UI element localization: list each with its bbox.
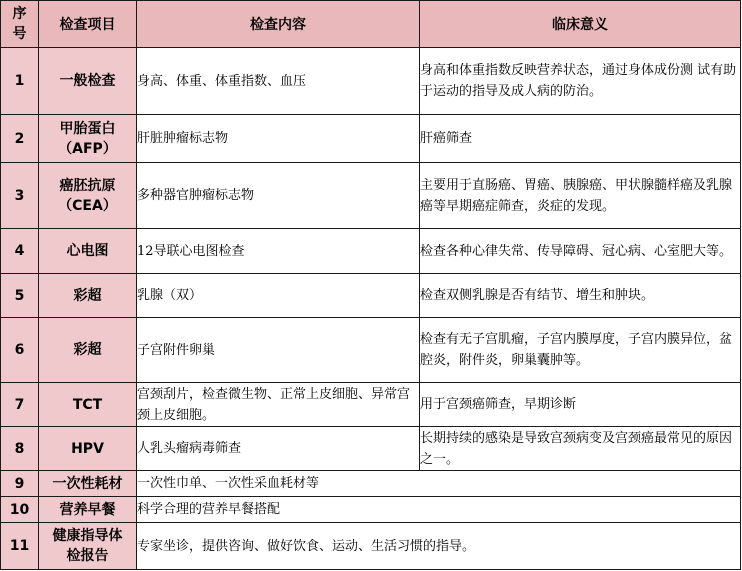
row-item [39, 48, 137, 115]
table-row [1, 48, 741, 115]
header-item: 检查项目 [39, 1, 137, 48]
row-item [39, 471, 137, 497]
row-item-line: 检报告 [66, 548, 109, 564]
table-row [1, 497, 741, 523]
row-content: 子宫附件卵巢 [137, 318, 420, 383]
row-item [39, 163, 137, 229]
row-content: 肝脏肿瘤标志物 [137, 115, 420, 163]
row-content: 宫颈刮片，检查微生物、正常上皮细胞、异常宫颈上皮细胞。 [137, 383, 420, 427]
header-seq-text: 序号 [12, 6, 27, 42]
row-content: 一次性巾单、一次性采血耗材等 [137, 471, 741, 497]
header-seq [1, 1, 39, 48]
row-meaning: 用于宫颈癌筛查，早期诊断 [420, 383, 741, 427]
row-item-line: 甲胎蛋白 [59, 120, 116, 137]
row-item-line: TCT [72, 396, 103, 413]
row-item-line: 一般检查 [59, 73, 116, 89]
row-item-line: 彩超 [73, 287, 102, 304]
row-item [39, 497, 137, 523]
table-row [1, 274, 741, 318]
row-item-line: 心电图 [66, 243, 109, 259]
table-row [1, 427, 741, 471]
row-content: 乳腺（双） [137, 274, 420, 318]
header-meaning: 临床意义 [420, 1, 741, 48]
row-item [39, 229, 137, 274]
row-number: 2 [1, 115, 39, 163]
row-item [39, 383, 137, 427]
row-content: 人乳头瘤病毒筛查 [137, 427, 420, 471]
row-number: 9 [1, 471, 39, 497]
row-number: 11 [1, 523, 39, 570]
row-item-line: HPV [71, 440, 104, 457]
row-item [39, 523, 137, 570]
table-row [1, 229, 741, 274]
row-item [39, 274, 137, 318]
row-content: 科学合理的营养早餐搭配 [137, 497, 741, 523]
row-item-line: 癌胚抗原 [59, 177, 116, 194]
table-row [1, 115, 741, 163]
row-number: 3 [1, 163, 39, 229]
row-content: 专家坐诊，提供咨询、做好饮食、运动、生活习惯的指导。 [137, 523, 741, 570]
row-number: 6 [1, 318, 39, 383]
table-row [1, 163, 741, 229]
table-row [1, 318, 741, 383]
table-row [1, 471, 741, 497]
header-content: 检查内容 [137, 1, 420, 48]
row-item [39, 115, 137, 163]
row-meaning: 肝癌筛查 [420, 115, 741, 163]
row-number: 5 [1, 274, 39, 318]
row-item-line: 健康指导体 [52, 528, 123, 544]
row-item-line: （CEA） [58, 197, 117, 214]
row-number: 8 [1, 427, 39, 471]
row-number: 4 [1, 229, 39, 274]
row-meaning: 长期持续的感染是导致宫颈病变及宫颈癌最常见的原因之一。 [420, 427, 741, 471]
row-number: 1 [1, 48, 39, 115]
row-meaning: 检查各种心律失常、传导障碍、冠心病、心室肥大等。 [420, 229, 741, 274]
row-meaning: 身高和体重指数反映营养状态，通过身体成份测 试有助于运动的指导及成人病的防治。 [420, 48, 741, 115]
row-item-line: （AFP） [58, 140, 117, 157]
row-content: 身高、体重、体重指数、血压 [137, 48, 420, 115]
row-item-line: 一次性耗材 [52, 475, 123, 492]
row-meaning: 检查双侧乳腺是否有结节、增生和肿块。 [420, 274, 741, 318]
row-item [39, 318, 137, 383]
row-item-line: 营养早餐 [59, 501, 116, 518]
row-item [39, 427, 137, 471]
table-row [1, 523, 741, 570]
row-content: 多种器官肿瘤标志物 [137, 163, 420, 229]
row-number: 7 [1, 383, 39, 427]
row-content: 12导联心电图检查 [137, 229, 420, 274]
row-item-line: 彩超 [73, 342, 102, 358]
row-number: 10 [1, 497, 39, 523]
row-meaning: 主要用于直肠癌、胃癌、胰腺癌、甲状腺髓样癌及乳腺癌等早期癌症筛查，炎症的发现。 [420, 163, 741, 229]
row-meaning: 检查有无子宫肌瘤，子宫内膜厚度，子宫内膜异位，盆腔炎，附件炎，卵巢囊肿等。 [420, 318, 741, 383]
table-row [1, 383, 741, 427]
table-header-row [1, 1, 741, 48]
